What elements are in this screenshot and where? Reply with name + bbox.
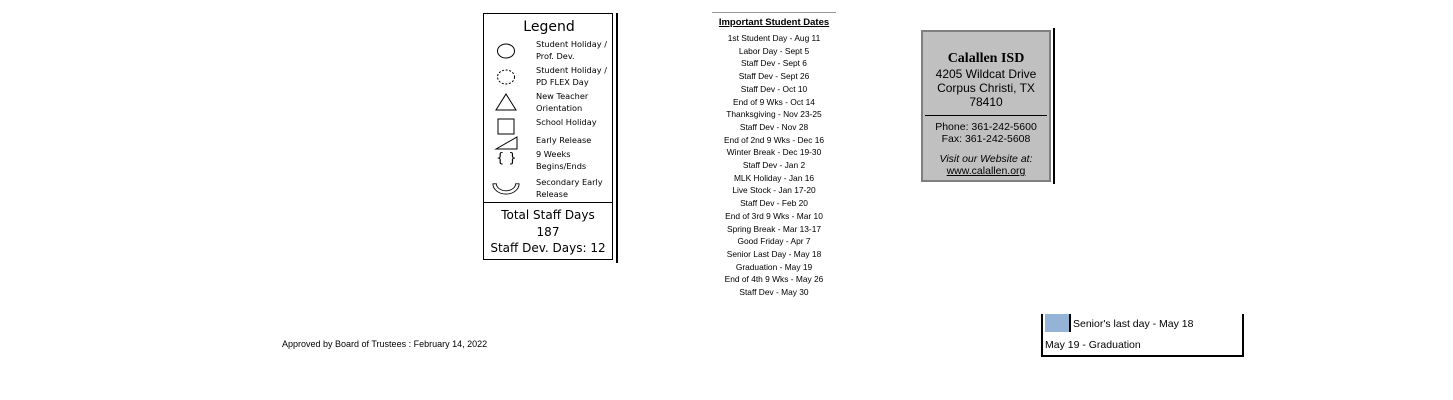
date-row: End of 2nd 9 Wks - Dec 16 bbox=[723, 134, 825, 145]
legend-item-label: School Holiday bbox=[536, 117, 597, 127]
date-row: Staff Dev - May 30 bbox=[739, 287, 809, 298]
district-phone: Phone: 361-242-5600 bbox=[935, 121, 1037, 133]
card-divider bbox=[925, 115, 1047, 116]
date-row: 1st Student Day - Aug 11 bbox=[727, 33, 821, 43]
date-row: Good Friday - Apr 7 bbox=[737, 236, 811, 247]
date-row: Live Stock - Jan 17-20 bbox=[732, 185, 816, 196]
date-row: Winter Break - Dec 19-30 bbox=[726, 147, 822, 158]
important-dates-title: Important Student Dates bbox=[718, 17, 830, 28]
date-row: MLK Holiday - Jan 16 bbox=[733, 172, 815, 183]
date-row: Staff Dev - Nov 28 bbox=[739, 121, 809, 132]
date-row: Senior Last Day - May 18 bbox=[726, 248, 822, 259]
district-name: Calallen ISD bbox=[947, 51, 1025, 66]
date-row: Staff Dev - Feb 20 bbox=[740, 198, 808, 209]
legend-item-new-teacher bbox=[490, 90, 614, 116]
legend-item-flex-day bbox=[490, 64, 614, 90]
date-row: Staff Dev - Oct 10 bbox=[740, 83, 808, 94]
legend-item-label: Student Holiday / Prof. Dev. bbox=[536, 39, 607, 61]
graduation-key-box bbox=[1041, 314, 1244, 357]
half-circle-icon bbox=[492, 179, 520, 199]
website-link[interactable]: www.calallen.org bbox=[946, 165, 1026, 177]
triangle-icon bbox=[494, 93, 522, 113]
legend-box bbox=[483, 13, 613, 260]
district-address: 4205 Wildcat Drive bbox=[935, 67, 1037, 81]
important-dates-rows bbox=[712, 32, 836, 299]
date-row: Staff Dev - Sept 6 bbox=[741, 58, 807, 69]
legend-item-label: Student Holiday / PD FLEX Day bbox=[536, 65, 607, 87]
legend-item-nine-weeks bbox=[490, 148, 614, 174]
district-zip: 78410 bbox=[969, 95, 1003, 109]
total-staff-days-value: 187 bbox=[536, 224, 560, 239]
district-info-card bbox=[921, 30, 1051, 182]
district-city: Corpus Christi, TX bbox=[937, 81, 1035, 95]
senior-last-day-label: Senior's last day - May 18 bbox=[1073, 318, 1194, 330]
date-row: End of 9 Wks - Oct 14 bbox=[733, 96, 815, 107]
legend-item-label: New Teacher Orientation bbox=[536, 91, 589, 113]
date-row: End of 3rd 9 Wks - Mar 10 bbox=[725, 210, 823, 221]
date-row: Spring Break - Mar 13-17 bbox=[726, 223, 822, 234]
important-dates-list bbox=[712, 12, 836, 299]
staff-dev-days: Staff Dev. Days: 12 bbox=[490, 241, 606, 255]
legend-title: Legend bbox=[523, 19, 575, 35]
total-staff-days-label: Total Staff Days bbox=[501, 208, 595, 222]
approval-note: Approved by Board of Trustees : February 14, 2022 bbox=[282, 339, 488, 349]
date-row: Labor Day - Sept 5 bbox=[738, 45, 810, 56]
date-row: End of 4th 9 Wks - May 26 bbox=[724, 274, 824, 285]
district-fax: Fax: 361-242-5608 bbox=[941, 133, 1031, 145]
website-label: Visit our Website at: bbox=[939, 153, 1033, 165]
date-row: Staff Dev - Sept 26 bbox=[738, 71, 810, 82]
braces-icon: { } bbox=[496, 151, 517, 166]
date-row: Staff Dev - Jan 2 bbox=[742, 160, 806, 171]
date-row: Graduation - May 19 bbox=[735, 261, 813, 272]
legend-item-secondary-early-release bbox=[490, 176, 614, 202]
circle-icon bbox=[494, 41, 522, 61]
staff-days-summary bbox=[484, 202, 612, 259]
senior-last-day-swatch bbox=[1045, 314, 1071, 332]
graduation-label: May 19 - Graduation bbox=[1045, 339, 1141, 351]
legend-item-label: Early Release bbox=[536, 135, 592, 145]
legend-item-label: 9 Weeks Begins/Ends bbox=[536, 149, 587, 171]
legend-item-student-holiday bbox=[490, 38, 614, 64]
date-row: Thanksgiving - Nov 23-25 bbox=[726, 109, 822, 120]
dashed-circle-icon bbox=[494, 67, 522, 87]
legend-item-label: Secondary Early Release bbox=[536, 177, 603, 199]
